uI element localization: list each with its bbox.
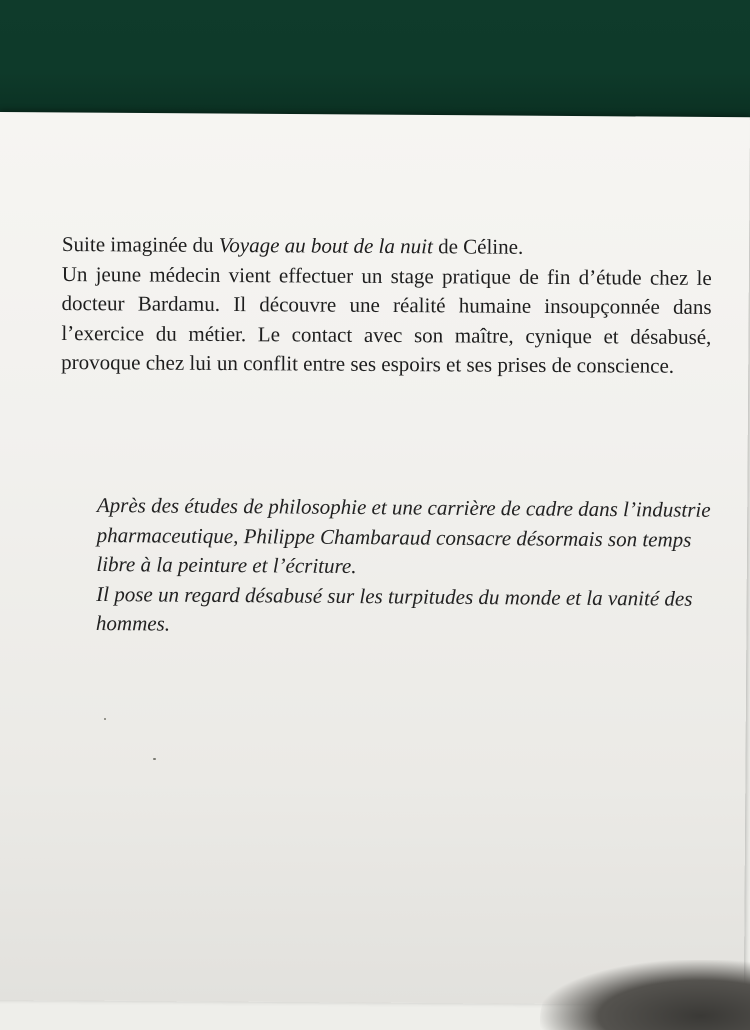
green-fabric-background	[0, 0, 750, 120]
synopsis-body: Un jeune médecin vient effectuer un stage pratique de fin d’étude chez le docteur Bardamu. Il découvre une réalité humaine insoupçonnée dans l’exercice du métier. Le contact avec son maître, cynique et désabusé, provoque chez lui un conflit entre ses espoirs et ses prises de conscience.	[61, 261, 712, 378]
author-bio-block	[96, 491, 727, 643]
lead-suffix: de Céline.	[432, 234, 524, 259]
lead-prefix: Suite imaginée du	[61, 231, 219, 257]
author-bio-paragraph-2: Il pose un regard désabusé sur les turpitudes du monde et la vanité des hommes.	[95, 581, 693, 636]
paper-speck	[153, 758, 156, 760]
paper-speck	[104, 718, 106, 720]
author-bio-paragraph-1: Après des études de philosophie et une carrière de cadre dans l’industrie pharmaceutique, Philippe Chambaraud consacre désormais son temps libre à la peinture et l’écriture.	[96, 492, 711, 579]
synopsis-block	[61, 230, 712, 381]
book-title: Voyage au bout de la nuit	[218, 232, 433, 259]
synopsis-lead	[62, 230, 712, 263]
corner-shadow	[540, 960, 750, 1030]
